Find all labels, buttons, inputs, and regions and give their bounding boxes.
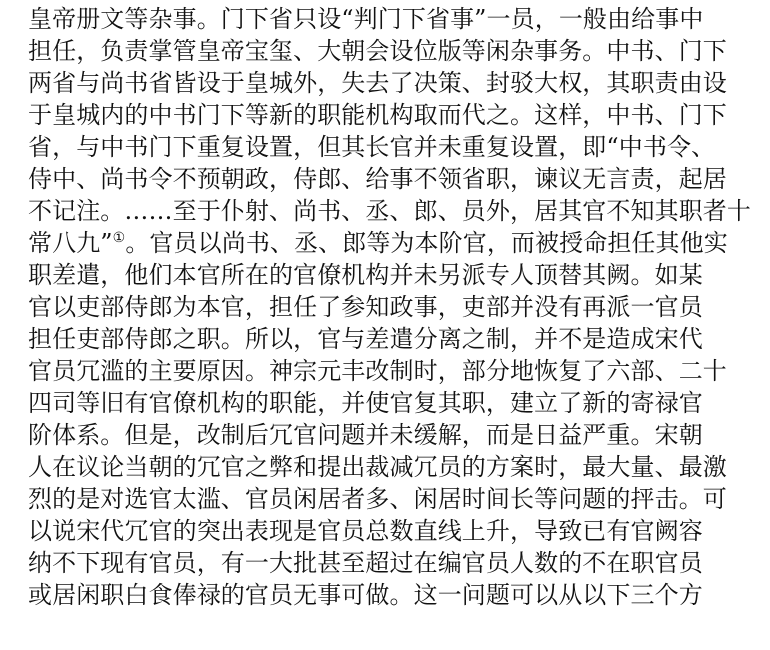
text-line: 烈的是对选官太滥、官员闲居者多、闲居时间长等问题的抨击。可: [28, 485, 727, 513]
text-line: [28, 228, 728, 258]
text-line: 担任，负责掌管皇帝宝玺、大朝会设位版等闲杂事务。中书、门下: [28, 37, 727, 65]
text-line: 省，与中书门下重复设置，但其长官并未重复设置，即“中书令、: [28, 133, 716, 161]
text-line: 纳不下现有官员，有一大批甚至超过在编官员人数的不在职官员: [28, 549, 703, 577]
text-line: 两省与尚书省皆设于皇城外，失去了决策、封驳大权，其职责由设: [28, 69, 727, 97]
text-line: 不记注。……至于仆射、尚书、丞、郎、员外，居其官不知其职者十: [28, 197, 751, 225]
document-page: [28, 0, 758, 650]
text-line: 或居闲职白食俸禄的官员无事可做。这一问题可以从以下三个方: [28, 581, 703, 609]
text-line: 侍中、尚书令不预朝政，侍郎、给事不领省职，谏议无言责，起居: [28, 165, 727, 193]
text-line: 官以吏部侍郎为本官，担任了参知政事，吏部并没有再派一官员: [28, 293, 703, 321]
text-line: 官员冗滥的主要原因。神宗元丰改制时，部分地恢复了六部、二十: [28, 357, 727, 385]
text-line: 担任吏部侍郎之职。所以，官与差遣分离之制，并不是造成宋代: [28, 325, 703, 353]
text-line: 皇帝册文等杂事。门下省只设“判门下省事”一员，一般由给事中: [28, 5, 704, 33]
text-line: 于皇城内的中书门下等新的职能机构取而代之。这样，中书、门下: [28, 101, 727, 129]
footnote-mark: ①: [112, 230, 126, 246]
text-line: 职差遣，他们本官所在的官僚机构并未另派专人顶替其阙。如某: [28, 261, 703, 289]
text-span: 。官员以尚书、丞、郎等为本阶官，而被授命担任其他实: [125, 229, 728, 257]
text-span: 常八九”: [28, 229, 113, 257]
text-line: 以说宋代冗官的突出表现是官员总数直线上升，导致已有官阙容: [28, 517, 703, 545]
text-line: 阶体系。但是，改制后冗官问题并未缓解，而是日益严重。宋朝: [28, 421, 703, 449]
text-line: 人在议论当朝的冗官之弊和提出裁减冗员的方案时，最大量、最激: [28, 453, 727, 481]
text-line: 四司等旧有官僚机构的职能，并使官复其职，建立了新的寄禄官: [28, 389, 703, 417]
